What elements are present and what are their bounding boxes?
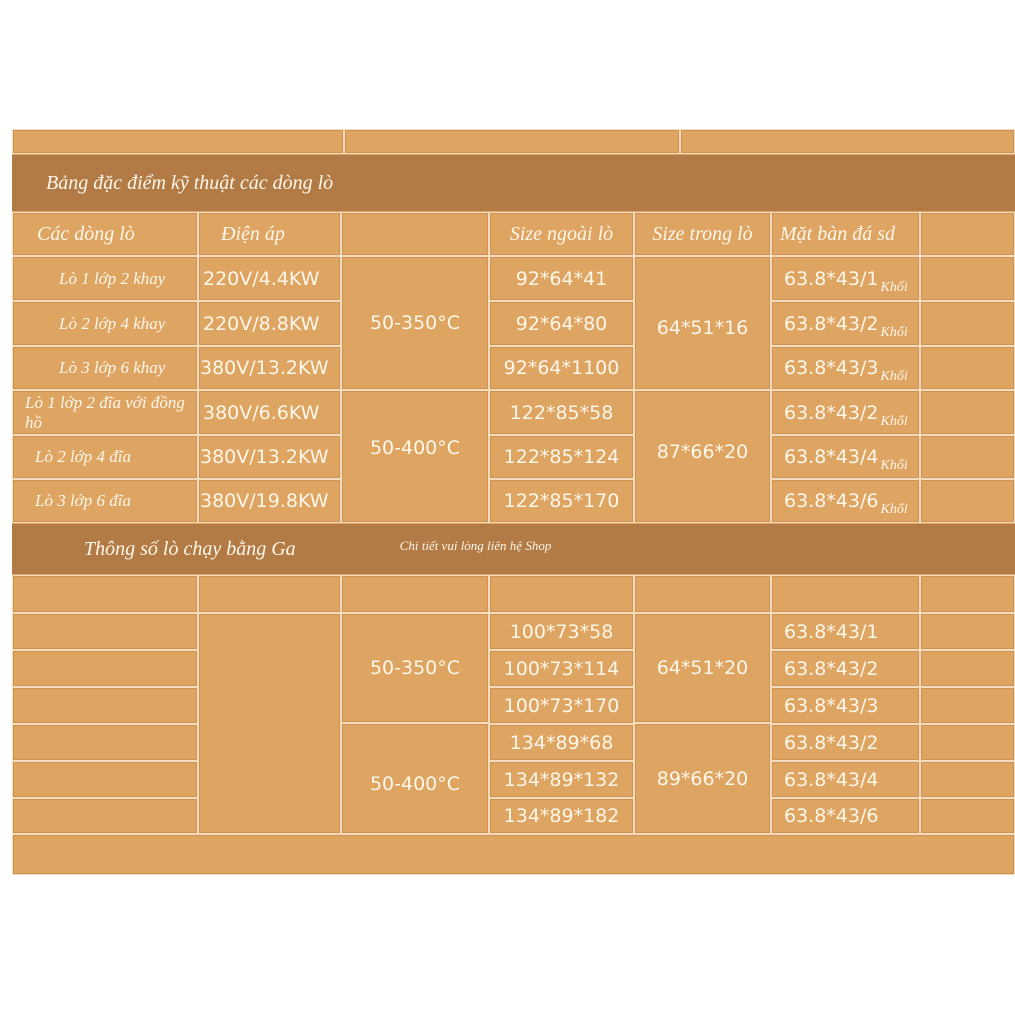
- stone-size-cell: 63.8*43/3 Khối: [771, 346, 920, 390]
- extra-cell: [920, 301, 1015, 346]
- header-outer: Size ngoài lò: [489, 212, 634, 256]
- voltage-cell: 380V/19.8KW: [198, 479, 341, 523]
- inner-size-cell: 64*51*16: [634, 256, 771, 390]
- stone-size-cell: 63.8*43/2 Khối: [771, 301, 920, 346]
- gas-outer-size-cell: 134*89*132: [489, 761, 634, 798]
- gas-header-cell: [12, 575, 198, 613]
- gas-voltage-cell: [198, 613, 341, 834]
- stone-size-cell: 63.8*43/2 Khối: [771, 390, 920, 435]
- extra-cell: [920, 346, 1015, 390]
- gas-header-cell: [771, 575, 920, 613]
- model-cell: Lò 2 lớp 4 khay: [12, 301, 198, 346]
- outer-size-cell: 92*64*41: [489, 256, 634, 301]
- spec-table: [12, 129, 1015, 875]
- stone-size-cell: 63.8*43/6 Khối: [771, 479, 920, 523]
- model-cell: Lò 2 lớp 4 đĩa: [12, 435, 198, 479]
- header-extra: [920, 212, 1015, 256]
- electric-title-band: [12, 155, 1015, 211]
- bottom-strip: [12, 834, 1015, 875]
- gas-outer-size-cell: 100*73*114: [489, 650, 634, 687]
- extra-cell: [920, 390, 1015, 435]
- outer-size-cell: 122*85*58: [489, 390, 634, 435]
- temp-range-cell: 50-400°C: [341, 390, 489, 523]
- gas-outer-size-cell: 134*89*182: [489, 798, 634, 834]
- gas-model-cell: [12, 650, 198, 687]
- outer-size-cell: 92*64*1100: [489, 346, 634, 390]
- gas-outer-size-cell: 134*89*68: [489, 724, 634, 761]
- gas-outer-size-cell: 100*73*170: [489, 687, 634, 724]
- gas-title-band: [12, 524, 1015, 574]
- header-model: Các dòng lò: [12, 212, 198, 256]
- gas-model-cell: [12, 687, 198, 724]
- header-inner: Size trong lò: [634, 212, 771, 256]
- outer-size-cell: 92*64*80: [489, 301, 634, 346]
- voltage-cell: 380V/13.2KW: [198, 435, 341, 479]
- gas-model-cell: [12, 761, 198, 798]
- gas-model-cell: [12, 798, 198, 834]
- gas-stone-size-cell: 63.8*43/6: [771, 798, 920, 834]
- voltage-cell: 220V/8.8KW: [198, 301, 341, 346]
- electric-title: Bảng đặc điểm kỹ thuật các dòng lò: [46, 171, 334, 194]
- gas-extra-cell: [920, 798, 1015, 834]
- gas-model-cell: [12, 613, 198, 650]
- temp-range-cell: 50-350°C: [341, 256, 489, 390]
- stone-size-cell: 63.8*43/4 Khối: [771, 435, 920, 479]
- gas-header-cell: [920, 575, 1015, 613]
- extra-cell: [920, 256, 1015, 301]
- extra-cell: [920, 479, 1015, 523]
- gas-stone-size-cell: 63.8*43/4: [771, 761, 920, 798]
- gas-inner-size-cell: 64*51*20: [634, 613, 771, 723]
- gas-stone-size-cell: 63.8*43/2: [771, 724, 920, 761]
- gas-stone-size-cell: 63.8*43/1: [771, 613, 920, 650]
- header-voltage: Điện áp: [198, 212, 341, 256]
- stone-size-cell: 63.8*43/1 Khối: [771, 256, 920, 301]
- header-stone: Mặt bàn đá sd: [771, 212, 920, 256]
- model-cell: Lò 3 lớp 6 khay: [12, 346, 198, 390]
- voltage-cell: 380V/13.2KW: [198, 346, 341, 390]
- top-strip-cell: [344, 129, 680, 154]
- top-strip-cell: [12, 129, 344, 154]
- gas-extra-cell: [920, 724, 1015, 761]
- gas-extra-cell: [920, 761, 1015, 798]
- inner-size-cell: 87*66*20: [634, 390, 771, 523]
- outer-size-cell: 122*85*170: [489, 479, 634, 523]
- extra-cell: [920, 435, 1015, 479]
- model-cell: Lò 1 lớp 2 khay: [12, 256, 198, 301]
- gas-temp-range-cell: 50-350°C: [341, 613, 489, 723]
- gas-header-cell: [489, 575, 634, 613]
- gas-temp-range-cell: 50-400°C: [341, 723, 489, 834]
- model-cell: Lò 3 lớp 6 đĩa: [12, 479, 198, 523]
- gas-extra-cell: [920, 613, 1015, 650]
- voltage-cell: 380V/6.6KW: [198, 390, 341, 435]
- gas-contact-note: Chi tiết vui lòng liên hệ Shop: [399, 538, 552, 553]
- gas-stone-size-cell: 63.8*43/2: [771, 650, 920, 687]
- gas-header-cell: [198, 575, 341, 613]
- gas-title: Thông số lò chạy bằng Ga: [84, 537, 296, 560]
- gas-header-cell: [634, 575, 771, 613]
- gas-header-cell: [341, 575, 489, 613]
- header-temp: [341, 212, 489, 256]
- model-cell: Lò 1 lớp 2 đĩa với đồng hồ: [12, 390, 198, 435]
- gas-outer-size-cell: 100*73*58: [489, 613, 634, 650]
- gas-model-cell: [12, 724, 198, 761]
- gas-extra-cell: [920, 650, 1015, 687]
- voltage-cell: 220V/4.4KW: [198, 256, 341, 301]
- outer-size-cell: 122*85*124: [489, 435, 634, 479]
- gas-stone-size-cell: 63.8*43/3: [771, 687, 920, 724]
- gas-extra-cell: [920, 687, 1015, 724]
- gas-inner-size-cell: 89*66*20: [634, 723, 771, 834]
- top-strip-cell: [680, 129, 1015, 154]
